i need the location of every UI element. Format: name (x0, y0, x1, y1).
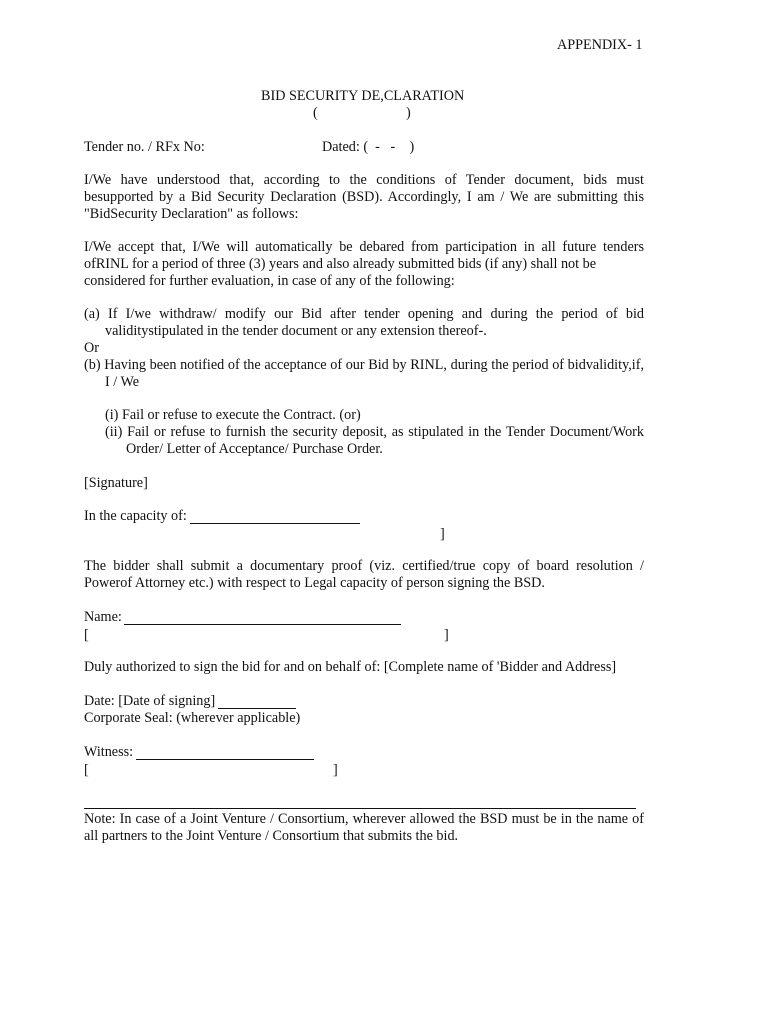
sub-condition-line: Order/ Letter of Acceptance/ Purchase Order. (126, 441, 383, 457)
note-line: Note: In case of a Joint Venture / Consortium, wherever allowed the BSD must be in the name of (84, 811, 644, 827)
signature-placeholder: [Signature] (84, 475, 148, 491)
date-of-signing-label: Date: [Date of signing] (84, 693, 216, 709)
paragraph-line: ofRINL for a period of three (3) years and also already submitted bids (if any) shall not be (84, 256, 597, 272)
capacity-field-line[interactable] (190, 523, 360, 524)
name-field-line[interactable] (124, 624, 401, 625)
paragraph-line: I/We accept that, I/We will automatically be debared from participation in all future tenders (84, 239, 644, 255)
dated-label: Dated: ( - - ) (322, 139, 415, 155)
paragraph-line: "BidSecurity Declaration" as follows: (84, 206, 299, 222)
or-separator: Or (84, 340, 99, 356)
understanding-paragraph (84, 172, 644, 223)
witness-bracket-close: ] (333, 762, 338, 778)
sub-condition-line: (ii) Fail or refuse to furnish the security deposit, as stipulated in the Tender Document/Work (105, 424, 644, 440)
capacity-bracket-close: ] (440, 526, 445, 542)
condition-line: validitystipulated in the tender document or any extension thereof-. (105, 323, 487, 339)
witness-field-line[interactable] (136, 759, 314, 760)
appendix-label: APPENDIX- 1 (557, 37, 643, 53)
name-bracket-open: [ (84, 627, 89, 643)
title-paren-open: ( (313, 105, 318, 121)
tender-number-label: Tender no. / RFx No: (84, 139, 205, 155)
paragraph-line: besupported by a Bid Security Declaration (BSD). Accordingly, I am / We are submitting this (84, 189, 644, 205)
condition-line: I / We (105, 374, 140, 390)
condition-b (84, 357, 644, 391)
documentary-proof-paragraph (84, 558, 644, 592)
paragraph-line: considered for further evaluation, in case of any of the following: (84, 273, 455, 289)
acceptance-paragraph (84, 239, 644, 290)
condition-a (84, 306, 644, 340)
note-separator-line (84, 808, 636, 809)
paragraph-line: I/We have understood that, according to the conditions of Tender document, bids must (84, 172, 644, 188)
condition-line: (a) If I/we withdraw/ modify our Bid after tender opening and during the period of bid (84, 306, 644, 322)
name-label: Name: (84, 609, 122, 625)
witness-bracket-open: [ (84, 762, 89, 778)
capacity-label: In the capacity of: (84, 508, 187, 524)
sub-condition-i: (i) Fail or refuse to execute the Contract. (or) (105, 407, 361, 423)
document-title: BID SECURITY DE,CLARATION (261, 88, 465, 104)
title-paren-close: ) (406, 105, 411, 121)
name-bracket-close: ] (444, 627, 449, 643)
duly-authorized-text: Duly authorized to sign the bid for and on behalf of: [Complete name of 'Bidder and Address] (84, 659, 617, 675)
date-field-line[interactable] (218, 708, 296, 709)
corporate-seal-label: Corporate Seal: (wherever applicable) (84, 710, 301, 726)
sub-condition-ii (105, 424, 644, 458)
witness-label: Witness: (84, 744, 134, 760)
condition-line: (b) Having been notified of the acceptance of our Bid by RINL, during the period of bidvalidity,if, (84, 357, 644, 373)
note-line: all partners to the Joint Venture / Consortium that submits the bid. (84, 828, 459, 844)
paragraph-line: Powerof Attorney etc.) with respect to Legal capacity of person signing the BSD. (84, 575, 545, 591)
joint-venture-note (84, 811, 644, 845)
paragraph-line: The bidder shall submit a documentary proof (viz. certified/true copy of board resolution / (84, 558, 644, 574)
